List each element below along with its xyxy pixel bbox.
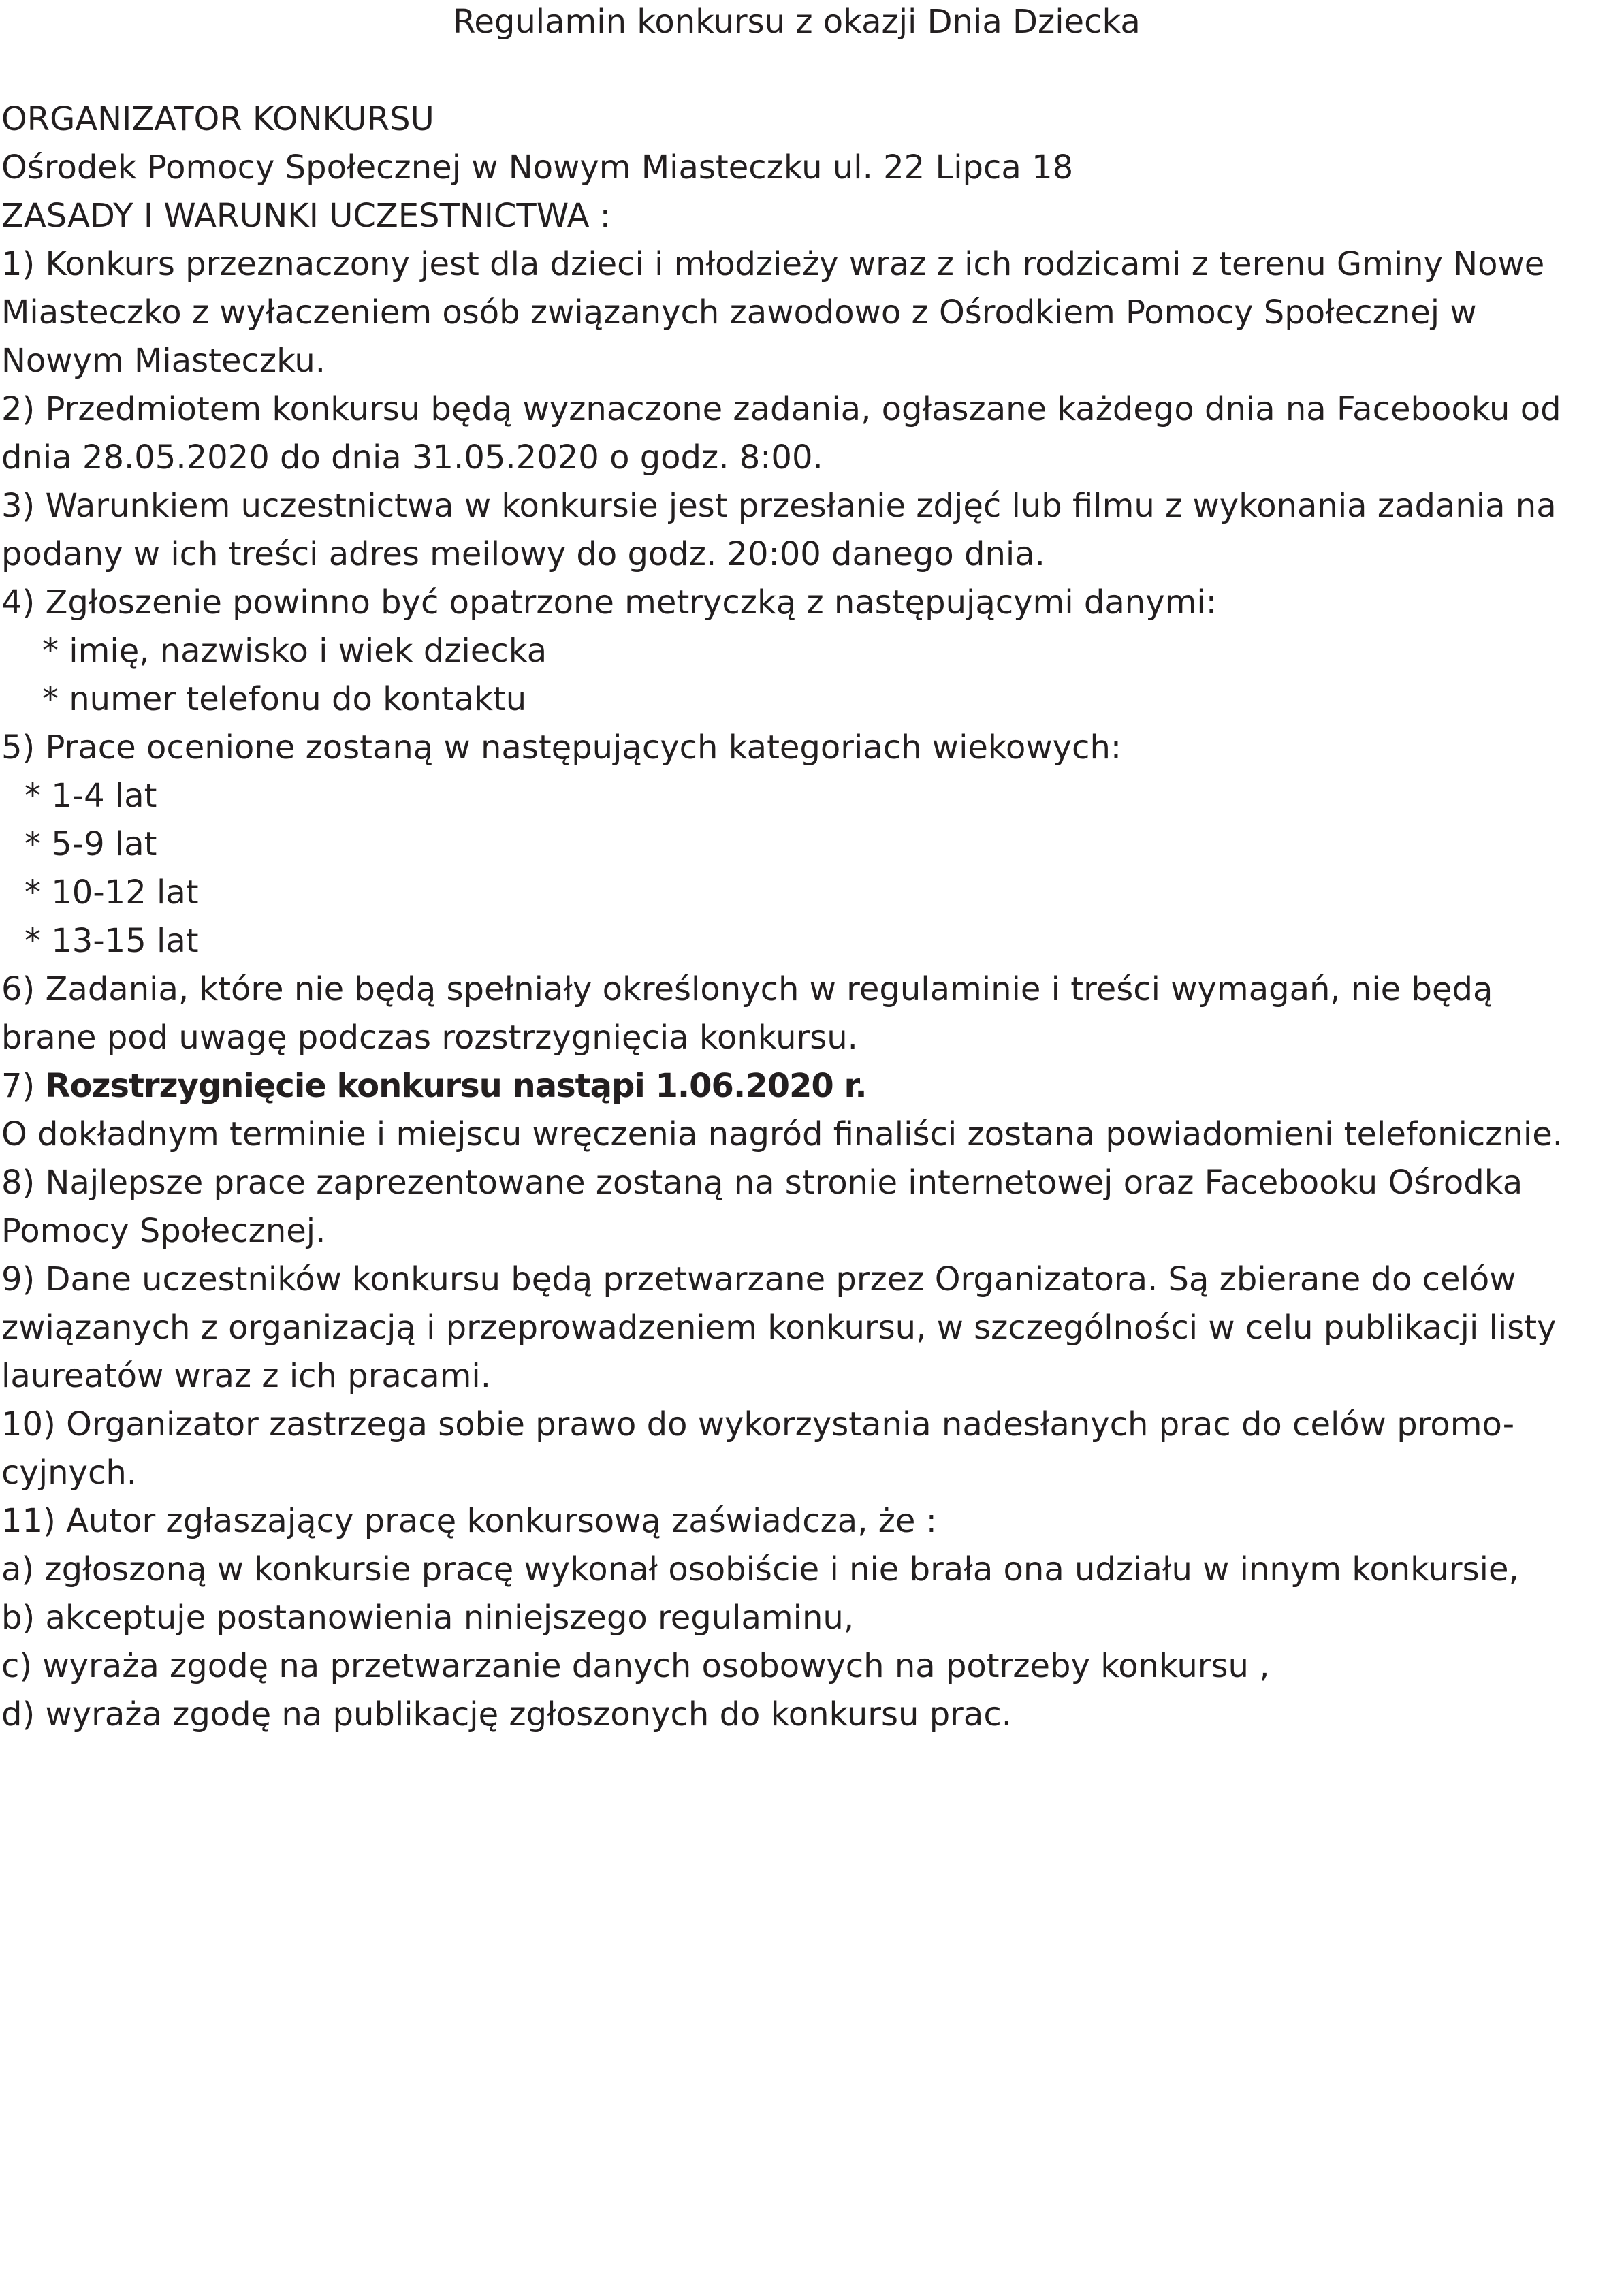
rule-10-line-2: cyjnych. [1, 1454, 138, 1492]
document-body [1, 95, 1619, 1739]
rule-7-line-2: O dokładnym terminie i miejscu wręczenia nagród finaliści zostana powiadomieni telefonicznie. [1, 1115, 1563, 1153]
rule-4-bullet-1: * imię, nazwisko i wiek dziecka [42, 632, 547, 670]
rule-11-item-d: d) wyraża zgodę na publikację zgłoszonych do konkursu prac. [1, 1695, 1012, 1733]
rule-11-line-1: 11) Autor zgłaszający pracę konkursową zaświadcza, że : [1, 1502, 937, 1540]
rule-2-line-2: dnia 28.05.2020 do dnia 31.05.2020 o godz. 8:00. [1, 438, 823, 477]
document-title: Regulamin konkursu z okazji Dnia Dziecka [453, 3, 1141, 41]
rule-11-item-c: c) wyraża zgodę na przetwarzanie danych osobowych na potrzeby konkursu , [1, 1647, 1270, 1685]
rule-7-line [1, 1062, 1619, 1110]
rule-4-bullet-2: * numer telefonu do kontaktu [42, 680, 527, 718]
rule-3-line-1: 3) Warunkiem uczestnictwa w konkursie jest przesłanie zdjęć lub filmu z wykonania zadania na [1, 487, 1557, 525]
rule-1-line-1: 1) Konkurs przeznaczony jest dla dzieci i młodzieży wraz z ich rodzicami z terenu Gminy Nowe [1, 245, 1545, 283]
rule-3-line-2: podany w ich treści adres meilowy do godz. 20:00 danego dnia. [1, 535, 1045, 573]
rule-8-line-1: 8) Najlepsze prace zaprezentowane zostaną na stronie internetowej oraz Facebooku Ośrodka [1, 1164, 1523, 1202]
rule-9-line-1: 9) Dane uczestników konkursu będą przetwarzane przez Organizatora. Są zbierane do celów [1, 1260, 1516, 1298]
organizer-heading: ORGANIZATOR KONKURSU [1, 100, 434, 138]
organizer-address: Ośrodek Pomocy Społecznej w Nowym Miasteczku ul. 22 Lipca 18 [1, 148, 1074, 187]
rule-6-line-2: brane pod uwagę podczas rozstrzygnięcia konkursu. [1, 1019, 858, 1057]
rule-9-line-3: laureatów wraz z ich pracami. [1, 1357, 491, 1395]
rule-11-item-a: a) zgłoszoną w konkursie pracę wykonał osobiście i nie brała ona udziału w innym konkursie, [1, 1550, 1519, 1588]
rule-9-line-2: związanych z organizacją i przeprowadzeniem konkursu, w szczególności w celu publikacji listy [1, 1309, 1557, 1347]
rule-1-line-3: Nowym Miasteczku. [1, 342, 326, 380]
rule-5-line-1: 5) Prace ocenione zostaną w następujących kategoriach wiekowych: [1, 729, 1122, 767]
rule-10-line-1: 10) Organizator zastrzega sobie prawo do wykorzystania nadesłanych prac do celów promo- [1, 1405, 1515, 1443]
rule-8-line-2: Pomocy Społecznej. [1, 1212, 326, 1250]
age-category-2: * 5-9 lat [25, 825, 157, 863]
age-category-3: * 10-12 lat [25, 874, 199, 912]
rule-11-item-b: b) akceptuje postanowienia niniejszego regulaminu, [1, 1599, 855, 1637]
age-category-4: * 13-15 lat [25, 922, 199, 960]
rule-2-line-1: 2) Przedmiotem konkursu będą wyznaczone zadania, ogłaszane każdego dnia na Facebooku od [1, 390, 1561, 428]
rule-4-line-1: 4) Zgłoszenie powinno być opatrzone metryczką z następującymi danymi: [1, 583, 1217, 622]
rule-1-line-2: Miasteczko z wyłaczeniem osób związanych zawodowo z Ośrodkiem Pomocy Społecznej w [1, 293, 1477, 332]
rules-heading: ZASADY I WARUNKI UCZESTNICTWA : [1, 197, 611, 235]
rule-7-number: 7) [1, 1067, 46, 1105]
age-category-1: * 1-4 lat [25, 777, 157, 815]
rule-7-announcement: Rozstrzygnięcie konkursu nastąpi 1.06.2020 r. [45, 1067, 867, 1105]
rule-6-line-1: 6) Zadania, które nie będą spełniały określonych w regulaminie i treści wymagań, nie będą [1, 970, 1493, 1008]
